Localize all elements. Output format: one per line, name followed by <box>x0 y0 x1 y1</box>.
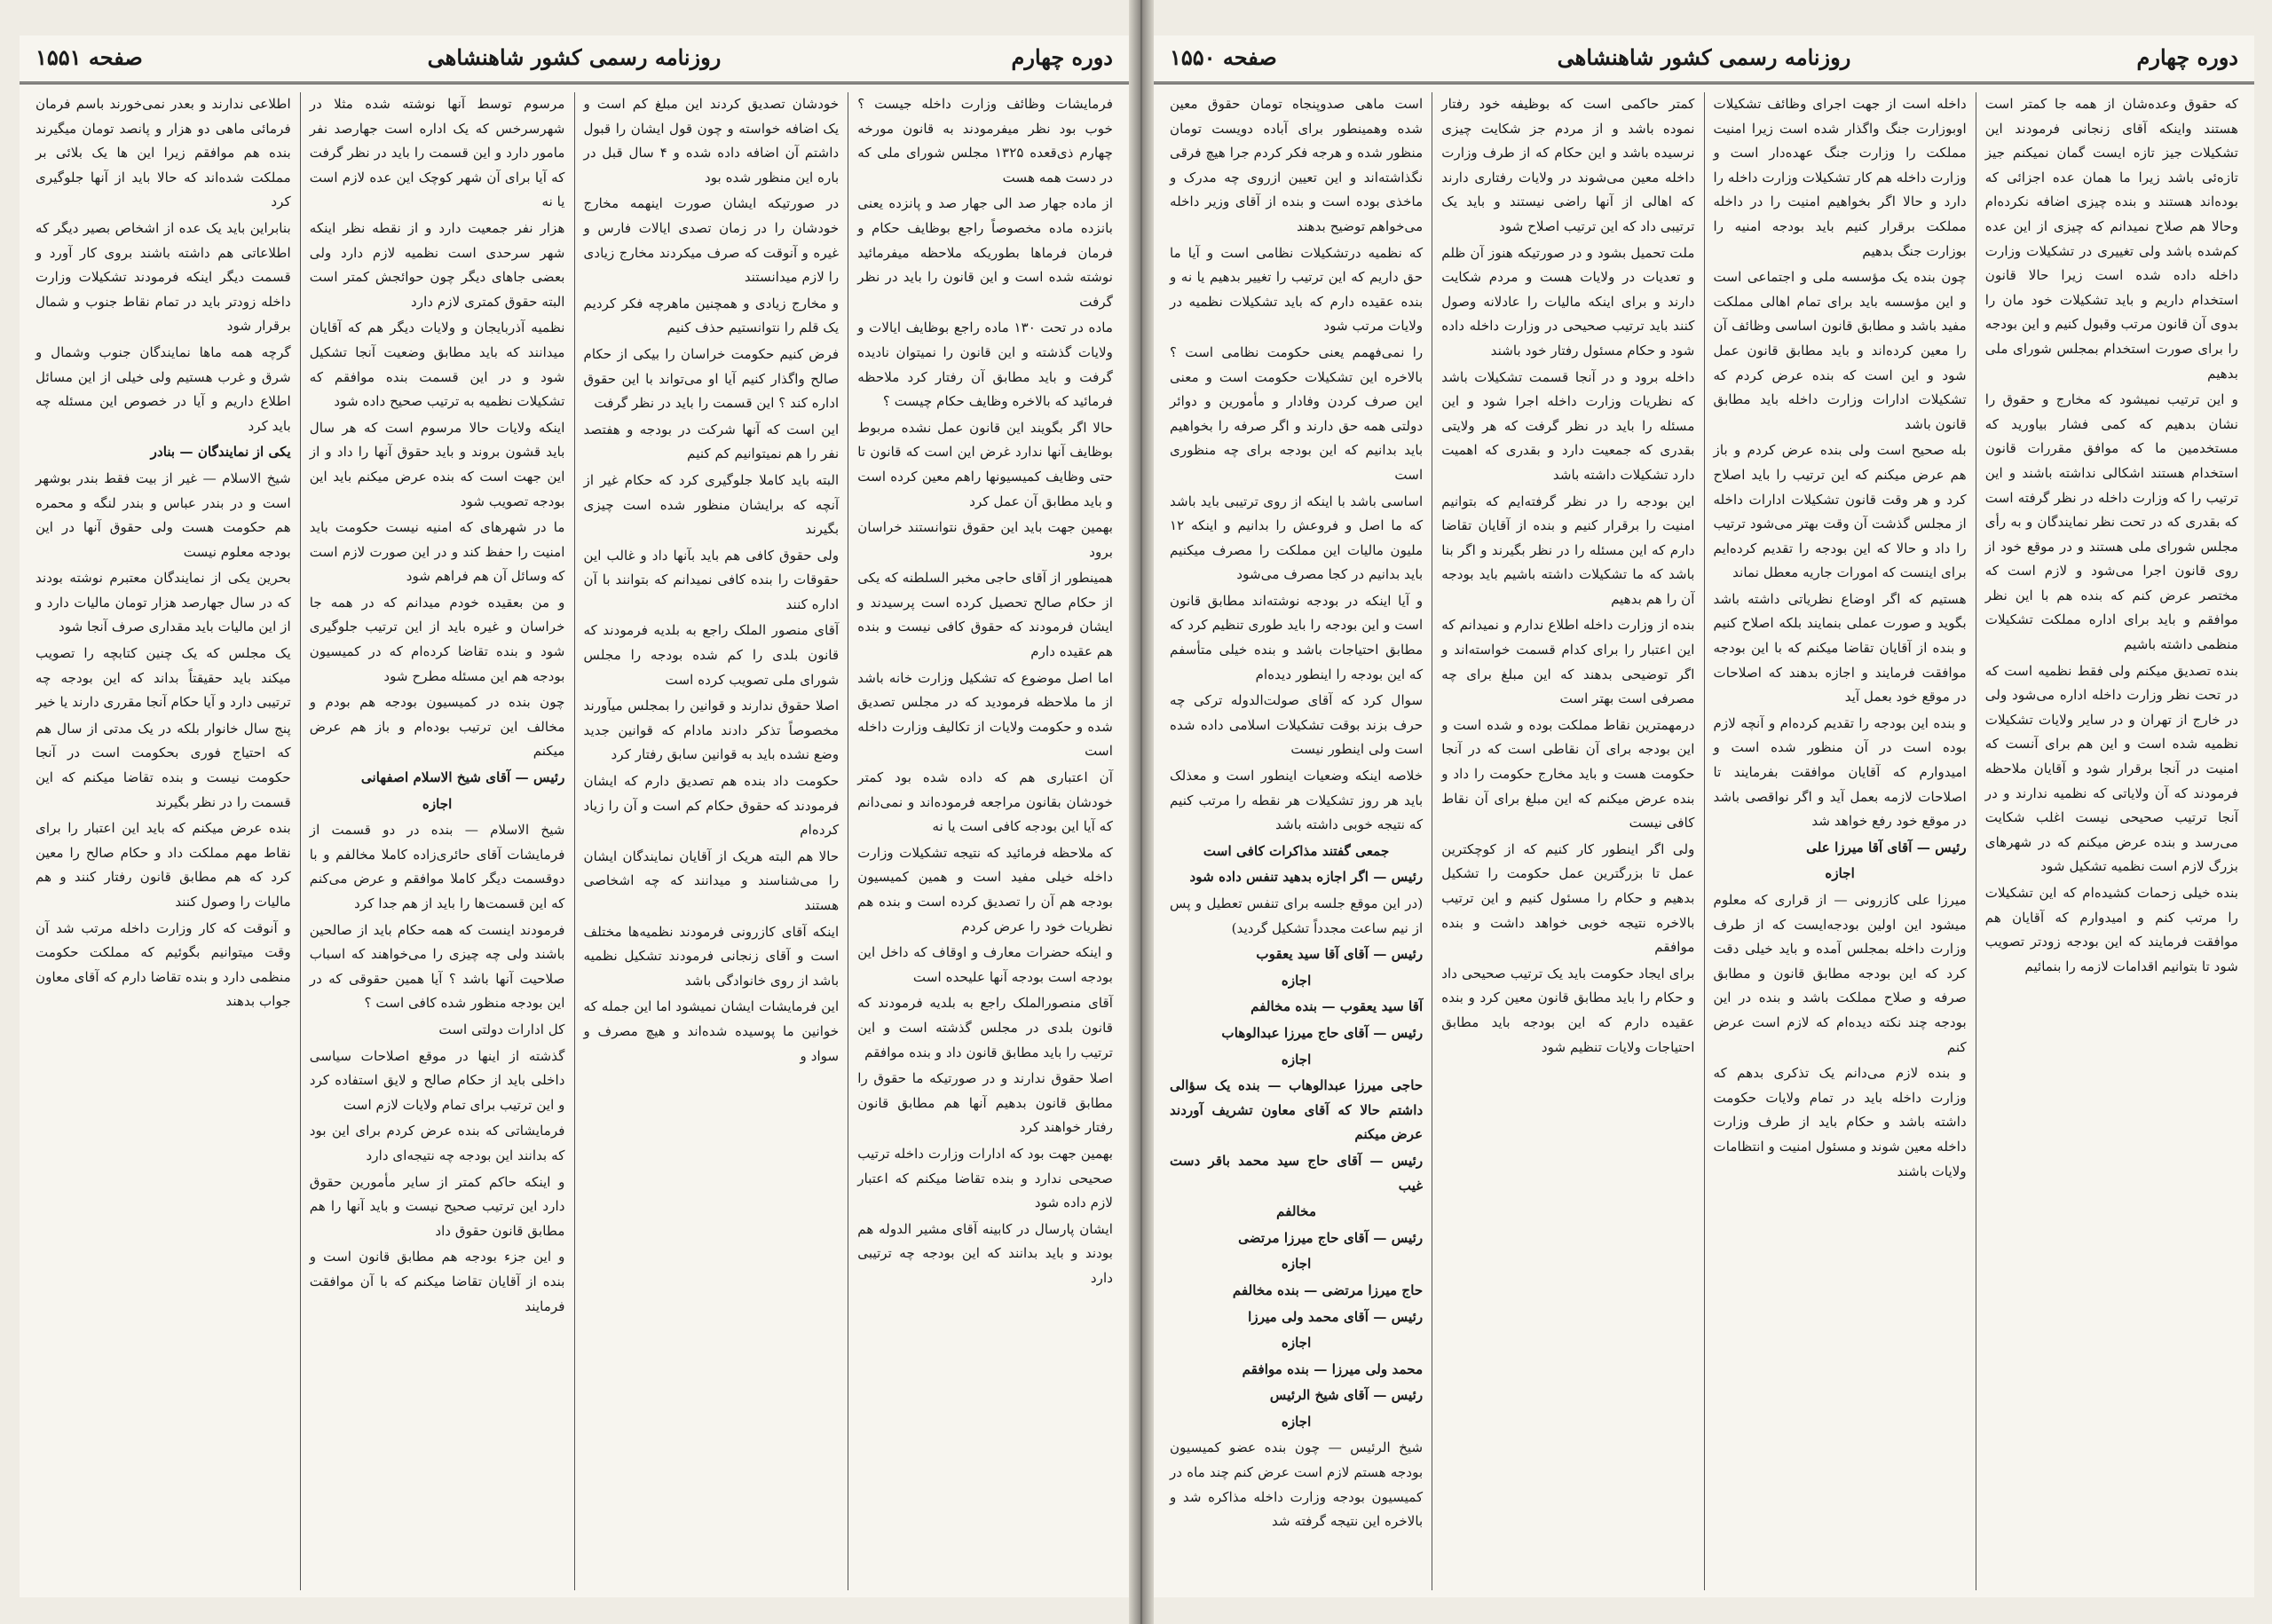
page-number: صفحه ۱۵۵۰ <box>1170 44 1277 70</box>
speaker-line: حاجی میرزا عبدالوهاب — بنده یک سؤالی داشتم حالا که آقای معاون تشریف آوردند عرض میکنم <box>1170 1077 1424 1143</box>
paragraph: که حقوق وعده‌شان از همه جا کمتر است هستند واینکه آقای زنجانی فرمودند این تشکیلات جیز تازه ایست گمان نمیکنم جیز تازه‌ئی باشد زیرا ما همان عده اجزائی که بوده‌اند هستند و بنده چیزی اضافه نکرده‌ام وحالا هم صلاح نمیدانم که چیزی از این عده کم‌شده باشد ولی تغییری در تشکیلات وزارت داخله داده شده است زیرا حالا قانون استخدام داریم و باید تشکیلات خود مان را بدوی آن قانون مرتب وقبول کنیم و این بودجه را برای صورت استخدام بمجلس شورای ملی بدهیم <box>1984 96 2238 382</box>
centered-note: جمعی گفتند مذاکرات کافی است <box>1203 842 1390 859</box>
paragraph: بهمین جهت باید این حقوق نتوانستند خراسان برود <box>857 519 1113 560</box>
speaker-line: آقا سید یعقوب — بنده مخالفم <box>1250 998 1424 1015</box>
text-column <box>574 92 848 1590</box>
text-column <box>1161 92 1432 1590</box>
paragraph: آن اعتباری هم که داده شده بود کمتر خودشان بقانون مراجعه فرموده‌اند و نمی‌دانم که آیا این بودجه کافی است یا نه <box>857 769 1113 835</box>
text-column <box>300 92 574 1590</box>
paragraph: بنده عرض میکنم که باید این اعتبار را برای نقاط مهم مملکت داد و حکام صالح را معین کرد که هم مطابق قانون رفتار کنند و هم مالیات را وصول کنند <box>36 820 291 910</box>
paragraph: و من بعقیده خودم میدانم که در همه جا خراسان و غیره باید از این ترتیب جلوگیری شود و بنده تقاضا کرده‌ام که در کمیسیون بودجه هم این مسئله مطرح شود <box>309 594 565 684</box>
paragraph: گذشته از اینها در موقع اصلاحات سیاسی داخلی باید از حکام صالح و لایق استفاده کرد و این ترتیب برای تمام ولایات لازم است <box>309 1047 565 1113</box>
paragraph: شیخ الرئیس — چون بنده عضو کمیسیون بودجه هستم لازم است عرض کنم چند ماه در کمیسیون بودجه وزارت داخله مذاکره شد و بالاخره این نتیجه گرفته شد <box>1170 1439 1424 1530</box>
paragraph: و بنده این بودجه را تقدیم کرده‌ام و آنچه لازم بوده است در آن منظور شده است و امیدوارم که آقایان موافقت بفرمایند تا اصلاحات لازمه بعمل آید و اگر نواقصی باشد در موقع خود رفع خواهد شد <box>1713 714 1967 830</box>
paragraph: و اینکه حاکم کمتر از سایر مأمورین حقوق دارد این ترتیب صحیح نیست و باید آنها را هم مطابق قانون حقوق داد <box>309 1173 565 1239</box>
speaker-line: رئیس — آقای آقا سید یعقوب <box>1256 946 1424 963</box>
paragraph: فرمایشاتی که بنده عرض کردم برای این بود که بدانند این بودجه چه نتیجه‌ای دارد <box>309 1123 565 1163</box>
paragraph: چون بنده یک مؤسسه ملی و اجتماعی است و این مؤسسه باید برای تمام اهالی مملکت مفید باشد و مطابق قانون اساسی وظائف آن را معین کرده‌اند و باید مطابق قانون عمل شود و این است که بنده عرض کردم که تشکیلات ادارات وزارت داخله باید مطابق قانون باشد <box>1713 269 1967 432</box>
paragraph: ما در شهرهای که امنیه نیست حکومت باید امنیت را حفظ کند و در این صورت لازم است که وسائل آن هم فراهم شود <box>309 519 565 585</box>
paragraph: ملت تحمیل بشود و در صورتیکه هنوز آن ظلم و تعدیات در ولایات هست و مردم شکایت دارند و برای اینکه مالیات را عادلانه وصول کنند باید ترتیب صحیحی در وزارت داخله داده شود و حکام مسئول رفتار خود باشند <box>1441 244 1695 359</box>
centered-note: اجازه <box>1825 865 1855 882</box>
paragraph: کمتر حاکمی است که بوظیفه خود رفتار نموده باشد و از مردم جز شکایت چیزی نرسیده باشد و این حکام که از طرف وزارت داخله معین می‌شوند در ولایات رفتاری دارند که اهالی از آنها راضی نیستند و باید یک ترتیبی داد که این ترتیب اصلاح شود <box>1441 96 1695 234</box>
paragraph: اصلا حقوق ندارند و در صورتیکه ما حقوق را مطابق قانون بدهیم آنها هم مطابق قانون رفتار خواهند کرد <box>857 1070 1113 1136</box>
speaker-line: رئیس — آقای حاج میرزا عبدالوهاب <box>1221 1024 1424 1041</box>
page-right <box>1154 35 2254 1597</box>
paragraph: چون بنده در کمیسیون بودجه هم بودم و مخالف این ترتیب بوده‌ام و باز هم عرض میکنم <box>309 694 565 760</box>
paragraph: درمهمترین نقاط مملکت بوده و شده است و این بودجه برای آن نقاطی است که در آنجا حکومت هست و باید مخارج حکومت را داد و بنده عرض میکنم که این مبلغ برای آن نقاط کافی نیست <box>1441 716 1695 832</box>
paragraph: بنده تصدیق میکنم ولی فقط نظمیه است که در تحت نظر وزارت داخله اداره می‌شود ولی در خارج از تهران و در سایر ولایات تشکیلات نظمیه شده است و این هم برای آنست که امنیت در آنجا برقرار شود و آقایان ملاحظه فرمودند که آن ولایاتی که نظمیه ندارند و در آنجا ترتیب صحیحی نیست اغلب شکایت می‌رسد و بنده عرض میکنم که در شهرهای بزرگ لازم است نظمیه تشکیل شود <box>1984 662 2238 875</box>
paragraph: و بنده لازم می‌دانم یک تذکری بدهم که وزارت داخله باید در تمام ولایات حکومت داشته باشد و حکام باید از طرف وزارت داخله معین شوند و مسئول امنیت و انتظامات ولایات باشند <box>1713 1065 1967 1179</box>
paragraph: این بودجه را در نظر گرفته‌ایم که بتوانیم امنیت را برقرار کنیم و بنده از آقایان تقاضا دارم که این مسئله را در نظر بگیرند و اگر بنا باشد که ما تشکیلات داشته باشیم باید بودجه آن را هم بدهیم <box>1441 493 1695 607</box>
text-column <box>1976 92 2247 1590</box>
page-header-left <box>20 35 1129 84</box>
paragraph: سوال کرد که آقای صولت‌الدوله ترکی چه حرف بزند بوقت تشکیلات اسلامی داده شده است ولی اینطور نیست <box>1170 692 1424 758</box>
newspaper-name: روزنامه رسمی کشور شاهنشاهی <box>427 44 722 70</box>
paragraph: و این جزء بودجه هم مطابق قانون است و بنده از آقایان تقاضا میکنم که با آن موافقت فرمایند <box>309 1249 565 1314</box>
paragraph: شیخ الاسلام — بنده در دو قسمت از فرمایشات آقای حائری‌زاده کاملا مخالفم و با دوقسمت دیگر کاملا موافقم و عرض می‌کنم که این قسمت‌ها را باید از هم جدا کرد <box>309 822 565 911</box>
paragraph: خودشان تصدیق کردند این مبلغ کم است و یک اضافه خواسته و چون قول ایشان را قبول داشتم آن اضافه داده شده و ۴ سال قبل در باره این منظور شده بود <box>583 96 840 185</box>
paragraph: که ملاحظه فرمائید که نتیجه تشکیلات وزارت داخله خیلی مفید است و همین کمیسیون بودجه هم آن را تصدیق کرده است و بنده هم نظریات خود را عرض کردم <box>857 844 1113 934</box>
paragraph: اصلا حقوق ندارند و قوانین را بمجلس میآورند مخصوصاً تذکر دادند مادام که قوانین جدید وضع نشده باید به قوانین سابق رفتار کرد <box>583 698 840 763</box>
paragraph: ولی حقوق کافی هم باید بآنها داد و غالب این حقوقات را بنده کافی نمیدانم که بتوانند با آن اداره کنند <box>583 547 840 612</box>
speaker-line: حاج میرزا مرتضی — بنده مخالفم <box>1232 1281 1424 1298</box>
paragraph: حالا اگر بگویند این قانون عمل نشده مربوط بوظایف آنها ندارد غرض این است که قانون تا حتی وظایف کمیسیونها راهم معین کرده است و باید مطابق آن عمل کرد <box>857 419 1113 509</box>
speaker-line: رئیس — آقای شیخ الاسلام اصفهانی <box>360 769 565 786</box>
columns-right <box>1161 92 2247 1590</box>
paragraph: همینطور از آقای حاجی مخبر السلطنه که یکی از حکام صالح تحصیل کرده است پرسیدند و ایشان فرمودند که حقوق کافی نیست و بنده هم عقیده دارم <box>857 570 1113 660</box>
paragraph: (در این موقع جلسه برای تنفس تعطیل و پس از نیم ساعت مجدداً تشکیل گردید) <box>1170 895 1424 936</box>
centered-note: مخالفم <box>1276 1203 1317 1220</box>
paragraph: و آنوقت که کار وزارت داخله مرتب شد آن وقت میتوانیم بگوئیم که مملکت حکومت منظمی دارد و بنده تقاضا دارم که آقای معاون جواب بدهند <box>36 919 291 1010</box>
speaker-line: رئیس — آقای آقا میرزا علی <box>1806 839 1967 855</box>
paragraph: اینکه ولایات حالا مرسوم است که هر سال باید قشون بروند و باید حقوق آنها را داد و از این جهت است که بنده عرض میکنم باید این بودجه تصویب شود <box>309 419 565 509</box>
paragraph: حالا هم البته هریک از آقایان نمایندگان ایشان را می‌شناسند و میدانند که چه اشخاصی هستند <box>583 847 840 913</box>
speaker-line: محمد ولی میرزا — بنده موافقم <box>1242 1360 1424 1377</box>
page-header-right <box>1154 35 2254 84</box>
paragraph: اینکه آقای کازرونی فرمودند نظمیه‌ها مختلف است و آقای زنجانی فرمودند تشکیل نظمیه باشد از روی خانوادگی باشد <box>583 923 840 989</box>
paragraph: شیخ الاسلام — غیر از بیت فقط بندر بوشهر است و در بندر عباس و بندر لنگه و محمره هم حکومت هست ولی حقوق آنها در این بودجه معلوم نیست <box>36 469 291 560</box>
text-column <box>27 92 300 1590</box>
text-column <box>1432 92 1703 1590</box>
paragraph: ایشان پارسال در کابینه آقای مشیر الدوله هم بودند و باید بدانند که این بودجه چه ترتیبی دارد <box>857 1220 1113 1286</box>
paragraph: بحرین یکی از نمایندگان معتبرم نوشته بودند که در سال جهارصد هزار تومان مالیات دارد و از این مالیات باید مقداری صرف آنجا شود <box>36 570 291 635</box>
paragraph: که نظمیه درتشکیلات نظامی است و آیا ما حق داریم که این ترتیب را تغییر بدهیم یا نه و بنده عقیده دارم که باید تشکیلات نظمیه در ولایات مرتب شود <box>1170 244 1424 335</box>
centered-note: اجازه <box>1281 1051 1312 1068</box>
paragraph: فرمودند اینست که همه حکام باید از صالحین باشند ولی چه چیزی را می‌خواهند که اسباب صلاحیت آنها باشد ؟ آیا همین حقوقی که در این بودجه منظور شده کافی است ؟ <box>309 921 565 1012</box>
paragraph: میرزا علی کازرونی — از قراری که معلوم میشود این اولین بودجه‌ایست که از طرف وزارت داخله بمجلس آمده و باید خیلی دقت کرد که این بودجه مطابق قانون و مطابق صرفه و صلاح مملکت باشد و بنده در این بودجه چند نکته دیده‌ام که لازم است عرض کنم <box>1713 892 1967 1055</box>
paragraph: بنابراین باید یک عده از اشخاص بصیر دیگر که اطلاعاتی هم داشته باشند بروی کار آورد و قسمت دیگر اینکه فرمودند تشکیلات وزارت داخله زودتر باید در تمام نقاط جنوب و شمال برقرار شود <box>36 219 291 335</box>
paragraph: و آیا اینکه در بودجه نوشته‌اند مطابق قانون است و این بودجه را باید طوری تنظیم کرد که مطابق احتیاجات باشد و بنده خیلی متأسفم که این بودجه را اینطور دیده‌ام <box>1170 592 1424 682</box>
paragraph: از ماده جهار صد الی جهار صد و پانزده یعنی بانزده ماده مخصوصاً راجع بوظایف حکام و فرمان فرماها بطوریکه ملاحظه میفرمائید نوشته شده است و این قانون را باید در نظر گرفت <box>857 195 1113 310</box>
edition-label: دوره چهارم <box>2136 44 2238 70</box>
paragraph: بنده خیلی زحمات کشیده‌ام که این تشکیلات را مرتب کنم و امیدوارم که آقایان هم موافقت فرمایند که این بودجه زودتر تصویب شود تا بتوانیم اقدامات لازمه را بنمائیم <box>1984 885 2238 974</box>
centered-note: اجازه <box>1281 1256 1312 1273</box>
paragraph: این فرمایشات ایشان نمیشود اما این جمله که خوانین ما پوسیده شده‌اند و هیچ مصرف و سواد و <box>583 998 840 1064</box>
columns-left <box>27 92 1122 1590</box>
speaker-line: یکی از نمایندگان — بنادر <box>150 444 291 461</box>
paragraph: حکومت داد بنده هم تصدیق دارم که ایشان فرمودند که حقوق حکام کم است و آن را زیاد کرده‌ام <box>583 773 840 839</box>
centered-note: اجازه <box>1281 972 1312 989</box>
page-left <box>20 35 1129 1597</box>
paragraph: فرض کنیم حکومت خراسان را بیکی از حکام صالح واگذار کنیم آیا او می‌تواند با این حقوق اداره کند ؟ این قسمت را باید در نظر گرفت <box>583 345 840 412</box>
text-column <box>1704 92 1976 1590</box>
book-gutter <box>1129 0 1154 1624</box>
speaker-line: رئیس — آقای حاج سید محمد باقر دست غیب <box>1170 1152 1424 1194</box>
centered-note: اجازه <box>422 795 453 812</box>
paragraph: نظمیه آذربایجان و ولایات دیگر هم که آقایان میدانند که باید مطابق وضعیت آنجا تشکیل شود و در این قسمت بنده موافقم که تشکیلات نظمیه به ترتیب صحیح داده شود <box>309 319 565 410</box>
paragraph: و اینکه حضرات معارف و اوقاف که داخل این بودجه است بودجه آنها علیحده است <box>857 944 1113 985</box>
newspaper-name: روزنامه رسمی کشور شاهنشاهی <box>1557 44 1851 70</box>
speaker-line: رئیس — آقای محمد ولی میرزا <box>1248 1308 1424 1325</box>
paragraph: پنج سال خانوار بلکه در یک مدتی از سال هم که احتیاج فوری بحکومت است در آنجا حکومت نیست و بنده تقاضا میکنم که این قسمت را در نظر بگیرند <box>36 720 291 810</box>
speaker-line: رئیس — آقای حاج میرزا مرتضی <box>1238 1229 1424 1246</box>
page-number: صفحه ۱۵۵۱ <box>36 44 143 70</box>
paragraph: خلاصه اینکه وضعیات اینطور است و معذلک باید هر روز تشکیلات هر نقطه را مرتب کنیم که نتیجه خوبی داشته باشد <box>1170 768 1424 833</box>
paragraph: و این ترتیب نمیشود که مخارج و حقوق را نشان بدهیم که کمی فشار بیاورید که مستخدمین ما که موافق مقررات قانون استخدام هستند اشکالی نداشته باشند و این ترتیب را که وزارت داخله در نظر گرفته است که بقدری که در تحت نظر نمایندگان و به رأی مجلس شورای ملی هستند و در موقع خود از روی قانون اجرا می‌شود و لازم است که مختصر عرض کنم که بنده هم با این نظر موافقم و باید برای اداره مملکت تشکیلات منظمی داشته باشیم <box>1984 391 2238 653</box>
paragraph: اساسی باشد با اینکه از روی ترتیبی باید باشد که ما اصل و فروعش را بدانیم و اینکه ۱۲ ملیون مالیات این مملکت را مصرف میکنیم باید بدانیم در کجا مصرف می‌شود <box>1170 493 1424 583</box>
paragraph: هستیم که اگر اوضاع نظریاتی داشته باشد بگوید و صورت عملی بنمایند بلکه اصلاح کنیم و بنده از آقایان تقاضا میکنم که با این بودجه موافقت فرمایند و اجازه بدهند که اصلاحات در موقع خود بعمل آید <box>1713 590 1967 706</box>
paragraph: در صورتیکه ایشان صورت اینهمه مخارج خودشان را در زمان تصدی ایالات فارس و غیره و آنوقت که صرف میکردند مخارج زیادی را لازم میدانستند <box>583 195 840 286</box>
paragraph: البته باید کاملا جلوگیری کرد که حکام غیر از آنچه که برایشان منظور شده است چیزی بگیرند <box>583 471 840 538</box>
paragraph: و مخارج زیادی و همچنین ماهرچه فکر کردیم یک قلم را نتوانستیم حذف کنیم <box>583 295 840 336</box>
paragraph: بله صحیح است ولی بنده عرض کردم و باز هم عرض میکنم که این ترتیب را باید اصلاح کرد و هر وقت قانون تشکیلات ادارات داخله از مجلس گذشت آن وقت بهتر می‌شود ترتیب را داد و حالا که این بودجه را تقدیم کرده‌ایم برای اینست که امورات جاریه معطل نماند <box>1713 442 1967 581</box>
paragraph: فرمایشات وظائف وزارت داخله جیست ؟ خوب بود نظر میفرمودند به قانون مورخه چهارم ذی‌قعده ۱۳۲۵ مجلس شورای ملی که در دست همه هست <box>857 96 1113 185</box>
paragraph: برای ایجاد حکومت باید یک ترتیب صحیحی داد و حکام را باید مطابق قانون معین کرد و بنده عقیده دارم که این بودجه باید مطابق احتیاجات ولایات تنظیم شود <box>1441 965 1695 1055</box>
paragraph: است ماهی صدوپنجاه تومان حقوق معین شده وهمینطور برای آباده دویست تومان منظور شده و هرجه فکر کردم جرا هیچ فرقی نگذاشته‌اند و این تعیین ازروی چه مدرک و ماخذی بوده است و بنده از آقای وزیر داخله می‌خواهم توضیح بدهند <box>1170 96 1424 234</box>
paragraph: یک مجلس که یک چنین کتابچه را تصویب میکند باید حقیقتاً بداند که این بودجه چه ترتیبی دارد و آیا حکام آنجا مقرری دارند یا خیر <box>36 645 291 711</box>
paragraph: را نمی‌فهمم یعنی حکومت نظامی است ؟ بالاخره این تشکیلات حکومت است و معنی این صرف کردن وفادار و مأمورین و دوائر دولتی همه حق دارند و اگر صرفه را بخواهیم باید بدانیم که این بودجه برای چه منظوری است <box>1170 343 1424 483</box>
paragraph: اما اصل موضوع که تشکیل وزارت خانه باشد از ما ملاحظه فرمودید که در مجلس تصدیق شده و حکومت ولایات از تکالیف وزارت داخله است <box>857 669 1113 760</box>
paragraph: بنده از وزارت داخله اطلاع ندارم و نمیدانم که این اعتبار را برای کدام قسمت خواسته‌اند و اگر توضیحی بدهند که این مبلغ برای چه مصرفی است بهتر است <box>1441 617 1695 707</box>
paragraph: گرچه همه ماها نمایندگان جنوب وشمال و شرق و غرب هستیم ولی خیلی از این مسائل اطلاع داریم و آیا در خصوص این مسئله چه باید کرد <box>36 343 291 434</box>
paragraph: ولی اگر اینطور کار کنیم که از کوچکترین عمل تا بزرگترین عمل حکومت را تشکیل بدهیم و حکام را مسئول کنیم و این ترتیب بالاخره نتیجه خوبی خواهد داشت و بنده موافقم <box>1441 840 1695 956</box>
paragraph: مرسوم توسط آنها نوشته شده مثلا در شهرسرخس که یک اداره است جهارصد نفر مامور دارد و این قسمت را باید در نظر گرفت که آیا برای آن شهر کوچک این عده لازم است یا نه <box>309 96 565 210</box>
paragraph: آقای منصورالملک راجع به بلدیه فرمودند که قانون بلدی در مجلس گذشته است و این ترتیب را باید مطابق قانون داد و بنده موافقم <box>857 995 1113 1060</box>
paragraph: بهمین جهت بود که ادارات وزارت داخله ترتیب صحیحی ندارد و بنده تقاضا میکنم که اعتبار لازم داده شود <box>857 1145 1113 1211</box>
edition-label: دوره چهارم <box>1011 44 1113 70</box>
paragraph: کل ادارات دولتی است <box>438 1021 565 1037</box>
paragraph: ماده در تحت ۱۳۰ ماده راجع بوظایف ایالات و ولایات گذشته و این قانون را نمیتوان نادیده گرفت و باید مطابق آن رفتار کرد ملاحظه فرمائید که بالاخره وظایف حکام چیست ؟ <box>857 319 1113 410</box>
speaker-line: رئیس — آقای شیخ الرئیس <box>1269 1387 1424 1404</box>
paragraph: آقای منصور الملک راجع به بلدیه فرمودند که قانون بلدی را کم شده بودجه را مجلس شورای ملی تصویب کرده است <box>583 622 840 688</box>
paragraph: این است که آنها شرکت در بودجه و هفتصد نفر را هم نمیتوانیم کم کنیم <box>583 421 840 462</box>
text-column <box>848 92 1122 1590</box>
speaker-line: رئیس — اگر اجازه بدهید تنفس داده شود <box>1189 869 1424 886</box>
centered-note: اجازه <box>1281 1335 1312 1352</box>
paragraph: اطلاعی ندارند و بعدر نمی‌خورند باسم فرمان فرمائی ماهی دو هزار و پانصد تومان میگیرند بنده هم موافقم زیرا این ها یک بلائی بر مملکت شده‌اند که حالا باید از آنها جلوگیری کرد <box>36 96 291 210</box>
paragraph: هزار نفر جمعیت دارد و از نقطه نظر اینکه شهر سرحدی است نظمیه لازم دارد ولی بعضی جاهای دیگر چون حوائجش کمتر است البته حقوق کمتری لازم دارد <box>309 219 565 310</box>
paragraph: داخله است از جهت اجرای وظائف تشکیلات اوبوزارت جنگ واگذار شده است زیرا امنیت مملکت را وزارت جنگ عهده‌دار است و وزارت داخله هم کار تشکیلات وزارت داخله را دارد و حالا اگر بخواهیم امنیت را در داخله مملکت برقرار کنیم باید بودجه امنیه را بوزارت جنگ بدهیم <box>1713 96 1967 259</box>
paragraph: داخله برود و در آنجا قسمت تشکیلات باشد که نظریات وزارت داخله اجرا شود و این مسئله را باید در نظر گرفت که هر ولایتی بقدری که جمعیت دارد و بقدری که اهمیت دارد تشکیلات داشته باشد <box>1441 368 1695 483</box>
centered-note: اجازه <box>1281 1413 1312 1430</box>
